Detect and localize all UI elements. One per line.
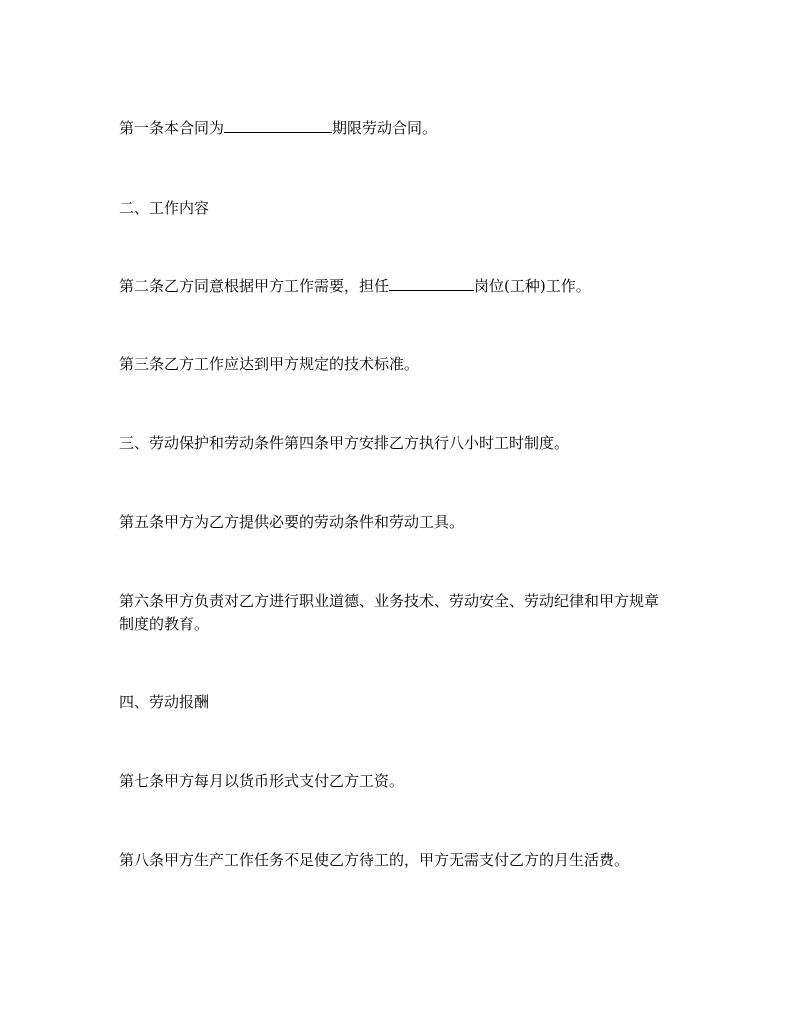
contract-term-blank <box>224 117 332 133</box>
clause-2-text-after: 岗位(工种)工作。 <box>474 277 591 295</box>
clause-2 <box>119 275 699 298</box>
position-blank <box>389 275 474 291</box>
clause-6-line-2: 制度的教育。 <box>119 615 210 633</box>
clause-1-text-before: 第一条本合同为 <box>119 119 225 137</box>
clause-1-text-after: 期限劳动合同。 <box>332 119 438 137</box>
clause-3: 第三条乙方工作应达到甲方规定的技术标准。 <box>119 355 420 373</box>
clause-8: 第八条甲方生产工作任务不足使乙方待工的，甲方无需支付乙方的月生活费。 <box>119 851 630 869</box>
clause-1 <box>119 117 699 140</box>
clause-5: 第五条甲方为乙方提供必要的劳动条件和劳动工具。 <box>119 513 465 531</box>
clause-2-text-before: 第二条乙方同意根据甲方工作需要，担任 <box>119 277 390 295</box>
section-heading-work-content: 二、工作内容 <box>119 199 210 217</box>
clause-7: 第七条甲方每月以货币形式支付乙方工资。 <box>119 772 405 790</box>
section-heading-remuneration: 四、劳动报酬 <box>119 693 210 711</box>
clause-6-line-1: 第六条甲方负责对乙方进行职业道德、业务技术、劳动安全、劳动纪律和甲方规章 <box>119 592 660 610</box>
section-heading-labor-protection: 三、劳动保护和劳动条件第四条甲方安排乙方执行八小时工时制度。 <box>119 434 570 452</box>
clause-6 <box>119 590 699 636</box>
